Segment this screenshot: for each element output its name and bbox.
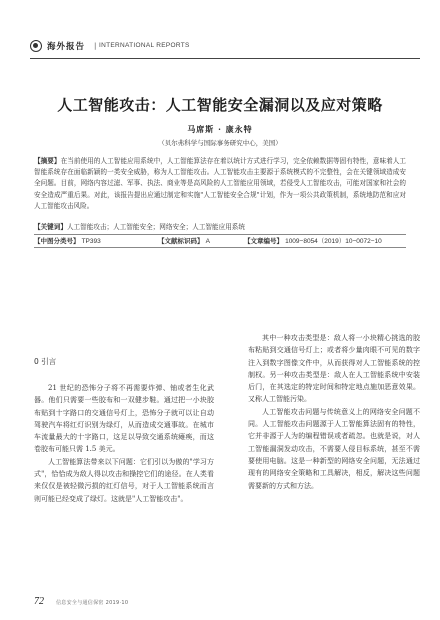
clc-number — [34, 236, 101, 245]
journal-section-cn: 海外报告 — [47, 42, 86, 52]
footer-journal-name: 信息安全与通信保密 2019·10 — [56, 600, 129, 606]
document-code — [158, 236, 210, 245]
clc-value: TP393 — [81, 238, 101, 245]
body-paragraph: 其中一种攻击类型是：敌人将一小块精心挑选的胶布粘贴到交通信号灯上；或者将少量肉眼不可见的数字注入到数字图像文件中，从而获得对人工智能系统的控制权。另一种攻击类型是：敌人在人工智能系统中安装后门，在其选定的特定时间和特定地点施加恶意效果。又称人工智能污染。 — [248, 334, 420, 404]
journal-header — [30, 40, 420, 56]
body-paragraph: 21 世纪的恐怖分子将不再需要炸弹、铀或者生化武器。他们只需要一些胶布和一双健步鞋。通过把一小块胶布贴到十字路口的交通信号灯上，恐怖分子就可以让自动驾驶汽车将红灯识别为绿灯，从而造成交通事故。在城市车流量最大的十字路口，这足以导致交通系统瘫痪，而这卷胶布可能只需 1.5 美元。 — [34, 384, 214, 454]
clc-label: 【中图分类号】 — [34, 237, 80, 245]
journal-section-en: INTERNATIONAL REPORTS — [99, 42, 190, 49]
right-column — [248, 332, 420, 492]
abstract — [34, 156, 406, 212]
body-paragraph: 人工智能攻击问题与传统意义上的网络安全问题不同。人工智能攻击问题源于人工智能算法固有的特性，它并非源于人为的编程错误或者疏忽。也就是说，对人工智能漏洞发动攻击，不需要人侵目标系统，甚至不需要使用电脑。这是一种新型的网络安全问题，无法通过现有的网络安全策略和工具解决，相反，解决这些问题需要新的方式和方法。 — [248, 407, 420, 490]
article-affiliation: （贝尔弗科学与国际事务研究中心，美国） — [158, 139, 282, 147]
page-footer — [34, 596, 424, 608]
keywords-label: 【关键词】 — [34, 223, 67, 231]
meta-divider-top — [34, 234, 406, 235]
header-divider — [30, 58, 420, 59]
body-paragraph: 人工智能算法带来以下问题：它们引以为傲的"学习方式"，恰恰成为敌人得以攻击和操控它们的途径。在人类看来仅仅是被轻微污损的红灯信号，对于人工智能系统而言则可能已经变成了绿灯。这就是"人工智能攻击"。 — [34, 457, 214, 503]
meta-divider-bottom — [34, 247, 406, 248]
keywords-text: 人工智能攻击；人工智能安全；网络安全；人工智能应用系统 — [66, 223, 245, 231]
article-number-label: 【文章编号】 — [244, 237, 283, 245]
document-code-value: A — [205, 238, 210, 245]
section-heading-intro: 0 引言 — [34, 357, 57, 366]
article-authors: 马席斯 · 康永特 — [187, 124, 253, 134]
left-column — [34, 382, 214, 505]
article-number-value: 1009−8054（2019）10−0072−10 — [285, 238, 382, 245]
journal-logo-icon — [30, 40, 42, 52]
article-number — [244, 236, 382, 245]
page-number: 72 — [34, 596, 44, 607]
abstract-label: 【摘要】 — [34, 157, 61, 165]
header-separator: | — [94, 42, 97, 50]
abstract-text: 在当前使用的人工智能应用系统中，人工智能算法存在着以统计方式进行学习，完全依赖数据等固有特性，意味着人工智能系统存在面临新颖的一类安全威胁，称为人工智能攻击。人工智能攻击主要源于系统模式的不完整性，会在关键领域造成安全问题。目前，网络内容过滤、军事、执法、商业等是高风险的人工智能应用领域，若侵受人工智能攻击，可能对国家和社会的安全造成严重后果。对此，该报告提出应通过制定和实施"人工智能安全合规"计划，作为一项公共政策机制，系统地防范和应对人工智能攻击风险。 — [34, 157, 407, 210]
document-code-label: 【文献标识码】 — [158, 237, 204, 245]
article-title: 人工智能攻击：人工智能安全漏洞以及应对策略 — [57, 96, 383, 114]
keywords — [34, 222, 406, 232]
